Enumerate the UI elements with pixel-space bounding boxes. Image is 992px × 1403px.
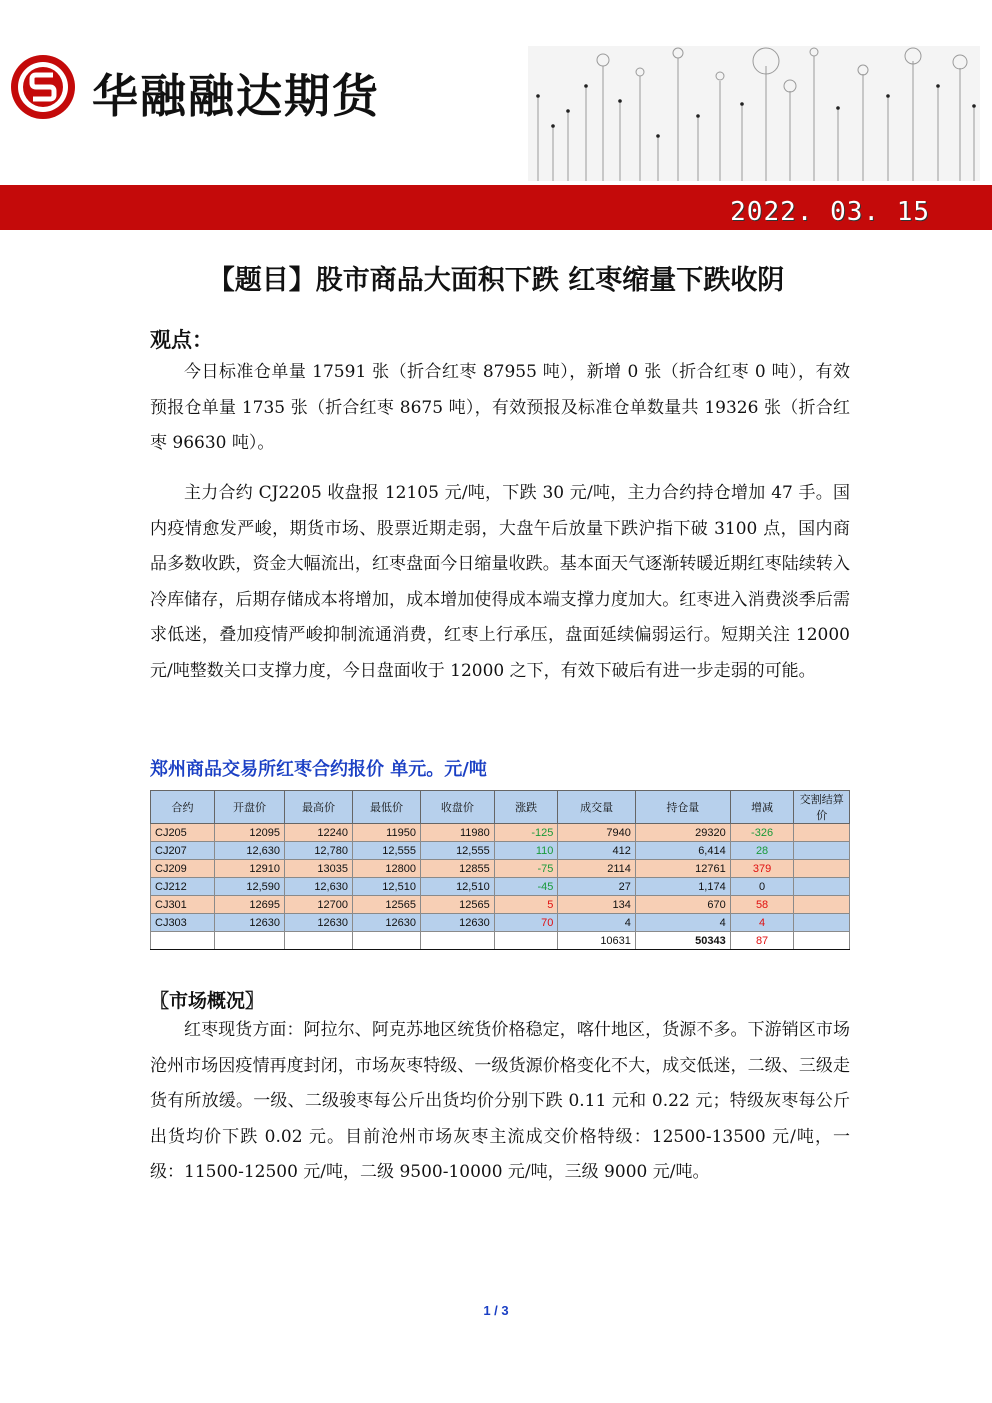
- total-volume: 10631: [558, 932, 635, 950]
- decorative-dandelion-graphic: [528, 46, 980, 181]
- cell-high: 12240: [284, 824, 352, 842]
- cell-open-interest: 4: [635, 914, 730, 932]
- cell-empty: [215, 932, 285, 950]
- cell-low: 12,510: [352, 878, 420, 896]
- cell-delta: 0: [730, 878, 794, 896]
- cell-open: 12,630: [215, 842, 285, 860]
- cell-settlement: [794, 824, 850, 842]
- table-total-row: [151, 932, 850, 950]
- cell-high: 12700: [284, 896, 352, 914]
- cell-delta: -326: [730, 824, 794, 842]
- cell-open-interest: 1,174: [635, 878, 730, 896]
- cell-volume: 412: [558, 842, 635, 860]
- cell-change: 70: [494, 914, 558, 932]
- col-contract: 合约: [151, 791, 215, 824]
- cell-delta: 4: [730, 914, 794, 932]
- cell-contract: CJ212: [151, 878, 215, 896]
- cell-change: -45: [494, 878, 558, 896]
- cell-low: 12800: [352, 860, 420, 878]
- table-row: [151, 878, 850, 896]
- cell-volume: 7940: [558, 824, 635, 842]
- cell-change: -125: [494, 824, 558, 842]
- col-low: 最低价: [352, 791, 420, 824]
- market-heading: 〖市场概况〗: [150, 990, 265, 1012]
- col-high: 最高价: [284, 791, 352, 824]
- col-delta: 增减: [730, 791, 794, 824]
- views-paragraph-warehouse: 今日标准仓单量 17591 张（折合红枣 87955 吨），新增 0 张（折合红枣 0 吨），有效预报仓单量 1735 张（折合红枣 8675 吨），有效预报及标准仓单数量共 19326 张（折合红枣 96630 吨）。: [150, 362, 850, 453]
- cell-open-interest: 670: [635, 896, 730, 914]
- views-heading: 观点：: [150, 328, 213, 352]
- table-header-row: [151, 791, 850, 824]
- col-settlement: 交割结算价: [794, 791, 850, 824]
- col-change: 涨跌: [494, 791, 558, 824]
- cell-high: 12,630: [284, 878, 352, 896]
- cell-close: 12855: [420, 860, 494, 878]
- cell-volume: 27: [558, 878, 635, 896]
- cell-delta: 379: [730, 860, 794, 878]
- total-open-interest: 50343: [635, 932, 730, 950]
- cell-change: -75: [494, 860, 558, 878]
- cell-high: 13035: [284, 860, 352, 878]
- report-header: [0, 0, 992, 185]
- cell-contract: CJ303: [151, 914, 215, 932]
- table-row: [151, 842, 850, 860]
- cell-settlement: [794, 914, 850, 932]
- cell-open: 12910: [215, 860, 285, 878]
- market-paragraph: 红枣现货方面：阿拉尔、阿克苏地区统货价格稳定，喀什地区，货源不多。下游销区市场沧州市场因疫情再度封闭，市场灰枣特级、一级货源价格变化不大，成交低迷，二级、三级走货有所放缓。一级、二级骏枣每公斤出货均价分别下跌 0.11 元和 0.22 元；特级灰枣每公斤出货均价下跌 0.02 元。目前沧州市场灰枣主流成交价格特级：12500-13500 元/吨，一级：11500-12500 元/吨，二级 9500-10000 元/吨，三级 9000 元/吨。: [150, 1020, 850, 1182]
- cell-low: 12565: [352, 896, 420, 914]
- cell-contract: CJ301: [151, 896, 215, 914]
- cell-open-interest: 6,414: [635, 842, 730, 860]
- cell-empty: [151, 932, 215, 950]
- cell-contract: CJ209: [151, 860, 215, 878]
- cell-delta: 28: [730, 842, 794, 860]
- cell-empty: [284, 932, 352, 950]
- cell-close: 12,555: [420, 842, 494, 860]
- cell-contract: CJ207: [151, 842, 215, 860]
- cell-open: 12630: [215, 914, 285, 932]
- table-row: [151, 860, 850, 878]
- cell-open-interest: 29320: [635, 824, 730, 842]
- cell-change: 110: [494, 842, 558, 860]
- cell-volume: 4: [558, 914, 635, 932]
- cell-settlement: [794, 860, 850, 878]
- cell-low: 11950: [352, 824, 420, 842]
- views-paragraph-analysis: 主力合约 CJ2205 收盘报 12105 元/吨，下跌 30 元/吨，主力合约持仓增加 47 手。国内疫情愈发严峻，期货市场、股票近期走弱，大盘午后放量下跌沪指下破 3100 点，国内商品多数收跌，资金大幅流出，红枣盘面今日缩量收跌。基本面天气逐渐转暖近期红枣陆续转入冷库储存，后期存储成本将增加，成本增加使得成本端支撑力度加大。红枣进入消费淡季后需求低迷，叠加疫情严峻抑制流通消费，红枣上行承压，盘面延续偏弱运行。短期关注 12000 元/吨整数关口支撑力度，今日盘面收于 12000 之下，有效下破后有进一步走弱的可能。: [150, 483, 850, 681]
- cell-open: 12,590: [215, 878, 285, 896]
- col-volume: 成交量: [558, 791, 635, 824]
- table-row: [151, 824, 850, 842]
- table-row: [151, 914, 850, 932]
- cell-close: 12,510: [420, 878, 494, 896]
- cell-volume: 2114: [558, 860, 635, 878]
- report-date: 2022. 03. 15: [730, 197, 930, 227]
- company-logo-icon: [8, 52, 78, 122]
- cell-settlement: [794, 842, 850, 860]
- quote-table: [150, 790, 850, 950]
- report-title: 【题目】股市商品大面积下跌 红枣缩量下跌收阴: [207, 265, 785, 296]
- table-row: [151, 896, 850, 914]
- col-open-interest: 持仓量: [635, 791, 730, 824]
- cell-empty: [494, 932, 558, 950]
- cell-close: 11980: [420, 824, 494, 842]
- cell-high: 12630: [284, 914, 352, 932]
- cell-change: 5: [494, 896, 558, 914]
- cell-close: 12565: [420, 896, 494, 914]
- col-open: 开盘价: [215, 791, 285, 824]
- cell-open: 12095: [215, 824, 285, 842]
- cell-high: 12,780: [284, 842, 352, 860]
- quote-table-title: 郑州商品交易所红枣合约报价 单元。元/吨: [150, 759, 487, 780]
- cell-close: 12630: [420, 914, 494, 932]
- cell-volume: 134: [558, 896, 635, 914]
- cell-contract: CJ205: [151, 824, 215, 842]
- cell-settlement: [794, 878, 850, 896]
- cell-open: 12695: [215, 896, 285, 914]
- cell-empty: [794, 932, 850, 950]
- cell-settlement: [794, 896, 850, 914]
- cell-low: 12,555: [352, 842, 420, 860]
- total-delta: 87: [730, 932, 794, 950]
- cell-open-interest: 12761: [635, 860, 730, 878]
- cell-empty: [352, 932, 420, 950]
- cell-low: 12630: [352, 914, 420, 932]
- cell-empty: [420, 932, 494, 950]
- col-close: 收盘价: [420, 791, 494, 824]
- page-number: 1 / 3: [483, 1303, 509, 1318]
- brand-name: 华融融达期货: [92, 69, 380, 123]
- cell-delta: 58: [730, 896, 794, 914]
